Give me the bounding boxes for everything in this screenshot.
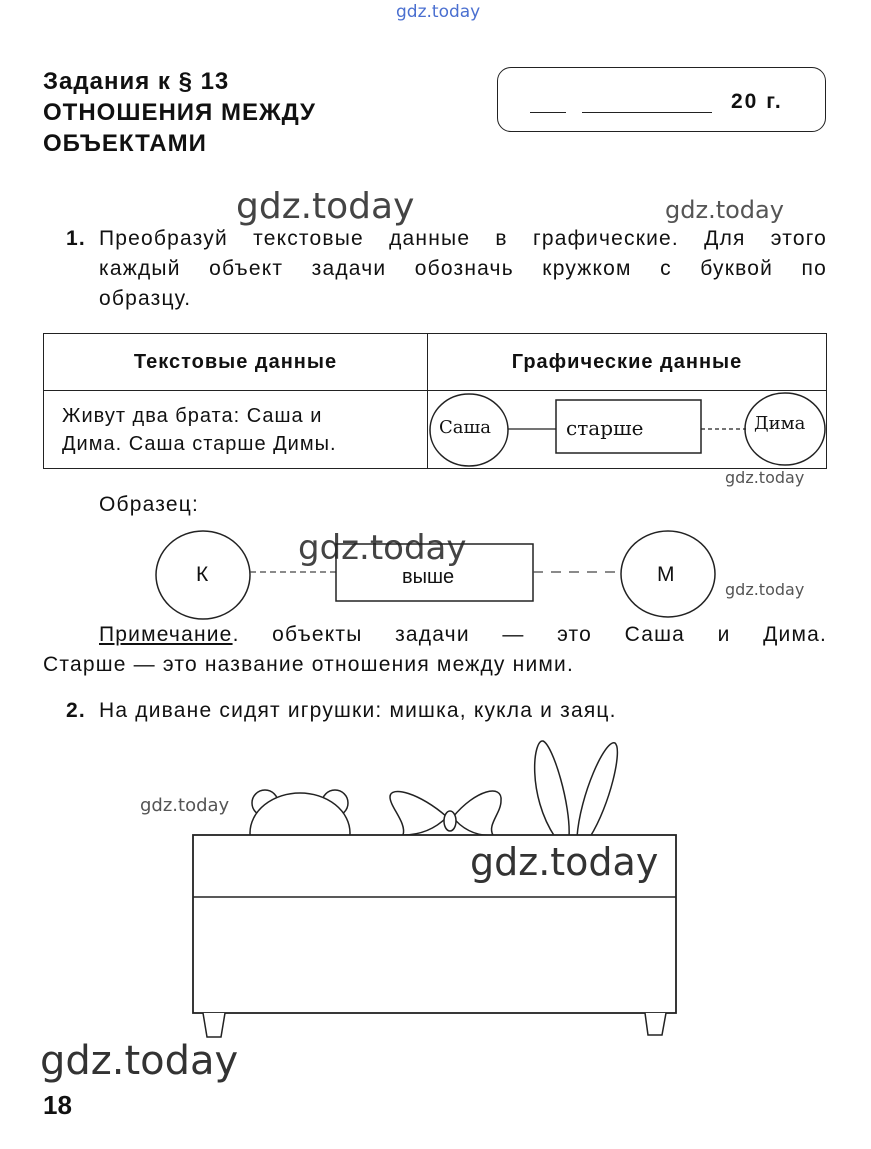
sofa-leg	[645, 1013, 666, 1035]
date-box	[497, 67, 826, 132]
task-text-line: Преобразуй текстовые данные в графические. Для этого	[99, 227, 827, 250]
table-header-text-data: Текстовые данные	[44, 334, 428, 391]
watermark: gdz.today	[298, 528, 467, 568]
answer-left-label: Саша	[439, 417, 491, 438]
cell-text-line: Живут два брата: Саша и	[62, 404, 323, 427]
bow-icon	[390, 791, 501, 835]
answer-relation-label: старше	[566, 416, 644, 440]
task-text: На диване сидят игрушки: мишка, кукла и заяц.	[99, 699, 617, 722]
note-line: Старше — это название отношения между ними.	[43, 653, 574, 676]
table-cell-text	[44, 391, 428, 469]
watermark: gdz.today	[236, 186, 415, 227]
page-heading	[43, 66, 316, 159]
sample-relation-label: выше	[402, 566, 455, 588]
sofa-leg	[203, 1013, 225, 1037]
data-table	[43, 333, 827, 469]
sample-left-label: К	[196, 563, 209, 586]
task-text-line: образцу.	[99, 287, 192, 310]
sample-label: Образец:	[99, 493, 200, 516]
bunny-ears-icon	[535, 741, 618, 837]
note-text: . объекты задачи — это Саша и Дима.	[232, 623, 827, 646]
note-label: Примечание	[99, 623, 233, 646]
cell-text-line: Дима. Саша старше Димы.	[62, 432, 337, 455]
watermark: gdz.today	[470, 840, 659, 884]
task-number: 1.	[66, 227, 86, 250]
task-text-line: каждый объект задачи обозначь кружком с буквой по	[99, 257, 827, 280]
watermark: gdz.today	[665, 196, 784, 224]
note	[43, 620, 827, 680]
sample-right-label: М	[657, 563, 675, 586]
task-text	[99, 224, 827, 314]
watermark: gdz.today	[40, 1038, 239, 1084]
task-number: 2.	[66, 699, 86, 722]
watermark: gdz.today	[725, 580, 805, 599]
date-blank-short	[530, 112, 566, 113]
page-number: 18	[43, 1090, 72, 1120]
table-header-graphic-data: Графические данные	[428, 334, 827, 391]
note-line	[43, 620, 827, 650]
watermark: gdz.today	[725, 468, 805, 487]
heading-line: Задания к § 13	[43, 68, 230, 95]
heading-line: ОБЪЕКТАМИ	[43, 130, 207, 157]
watermark: gdz.today	[140, 795, 230, 816]
date-blank-long	[582, 112, 712, 113]
watermark-top: gdz.today	[396, 2, 481, 22]
answer-right-label: Дима	[754, 413, 806, 434]
date-year-suffix: 20 г.	[731, 90, 783, 113]
table-cell-graphic	[428, 391, 827, 469]
heading-line: ОТНОШЕНИЯ МЕЖДУ	[43, 99, 316, 126]
sofa-illustration	[185, 735, 685, 1045]
